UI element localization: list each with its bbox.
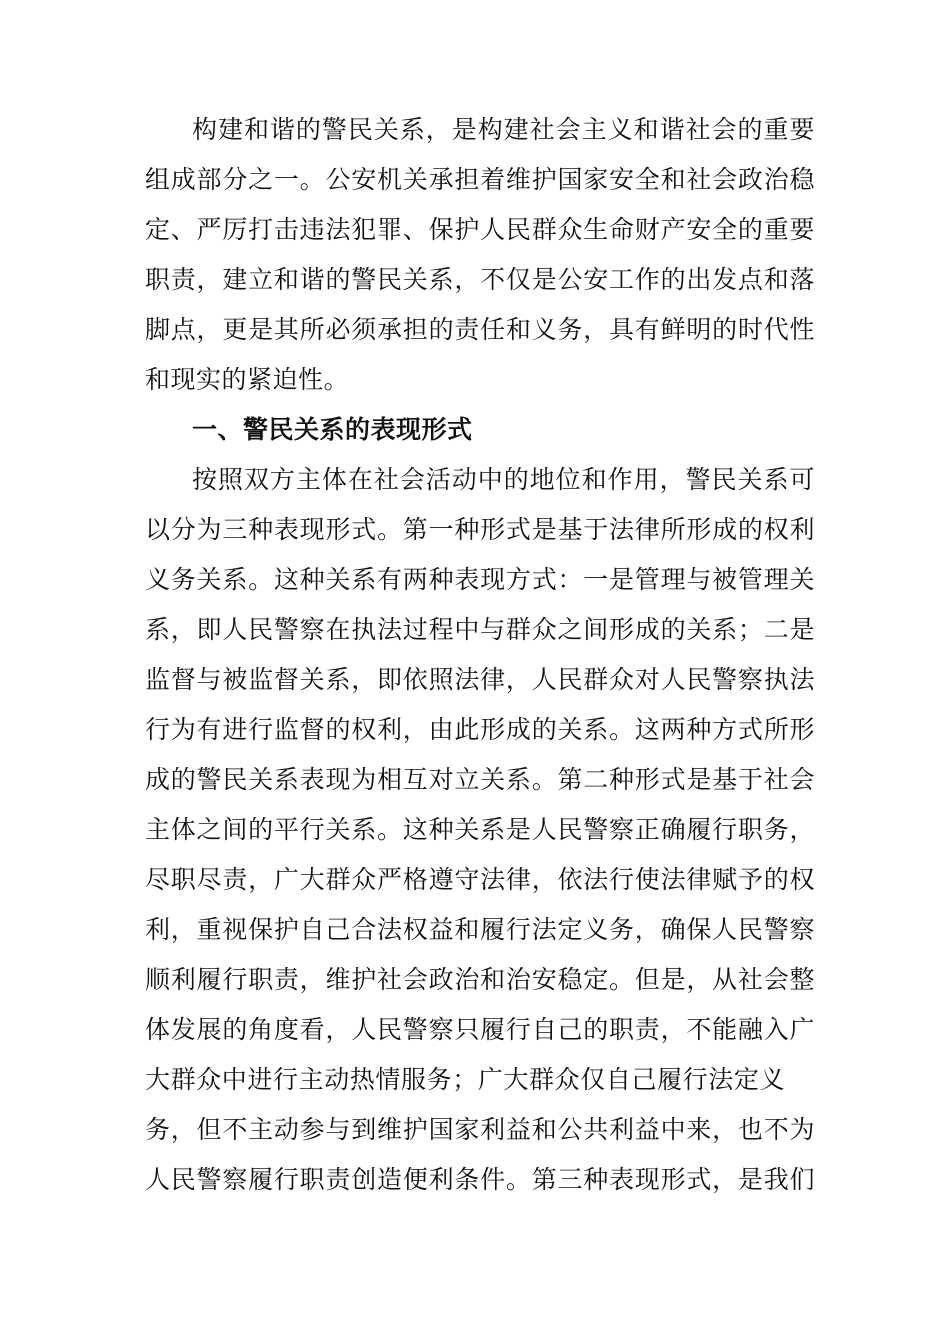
- paragraph-line: 以分为三种表现形式。第一种形式是基于法律所形成的权利: [145, 515, 815, 544]
- paragraph-line: 监督与被监督关系，即依照法律，人民群众对人民警察执法: [145, 665, 815, 694]
- paragraph-line: 定、严厉打击违法犯罪、保护人民群众生命财产安全的重要: [145, 215, 815, 244]
- paragraph-line: 和现实的紧迫性。: [145, 365, 350, 394]
- paragraph-line: 按照双方主体在社会活动中的地位和作用，警民关系可: [192, 465, 815, 494]
- paragraph-line: 组成部分之一。公安机关承担着维护国家安全和社会政治稳: [145, 165, 815, 194]
- paragraph-line: 人民警察履行职责创造便利条件。第三种表现形式，是我们: [145, 1165, 815, 1194]
- paragraph-line: 主体之间的平行关系。这种关系是人民警察正确履行职务，: [145, 815, 815, 844]
- paragraph-line: 顺利履行职责，维护社会政治和治安稳定。但是，从社会整: [145, 965, 815, 994]
- paragraph-line: 体发展的角度看，人民警察只履行自己的职责，不能融入广: [145, 1015, 815, 1044]
- paragraph-line: 大群众中进行主动热情服务；广大群众仅自己履行法定义: [145, 1065, 785, 1094]
- paragraph-line: 行为有进行监督的权利，由此形成的关系。这两种方式所形: [145, 715, 815, 744]
- paragraph-line: 脚点，更是其所必须承担的责任和义务，具有鲜明的时代性: [145, 315, 815, 344]
- paragraph-line: 成的警民关系表现为相互对立关系。第二种形式是基于社会: [145, 765, 815, 794]
- section-heading: 一、警民关系的表现形式: [192, 415, 473, 444]
- paragraph-line: 尽职尽责，广大群众严格遵守法律，依法行使法律赋予的权: [145, 865, 815, 894]
- paragraph-line: 义务关系。这种关系有两种表现方式：一是管理与被管理关: [145, 565, 815, 594]
- paragraph-line: 务，但不主动参与到维护国家利益和公共利益中来，也不为: [145, 1115, 815, 1144]
- paragraph-line: 职责，建立和谐的警民关系，不仅是公安工作的出发点和落: [145, 265, 815, 294]
- paragraph-line: 利，重视保护自己合法权益和履行法定义务，确保人民警察: [145, 915, 815, 944]
- paragraph-line: 系，即人民警察在执法过程中与群众之间形成的关系；二是: [145, 615, 815, 644]
- paragraph-line: 构建和谐的警民关系，是构建社会主义和谐社会的重要: [192, 115, 815, 144]
